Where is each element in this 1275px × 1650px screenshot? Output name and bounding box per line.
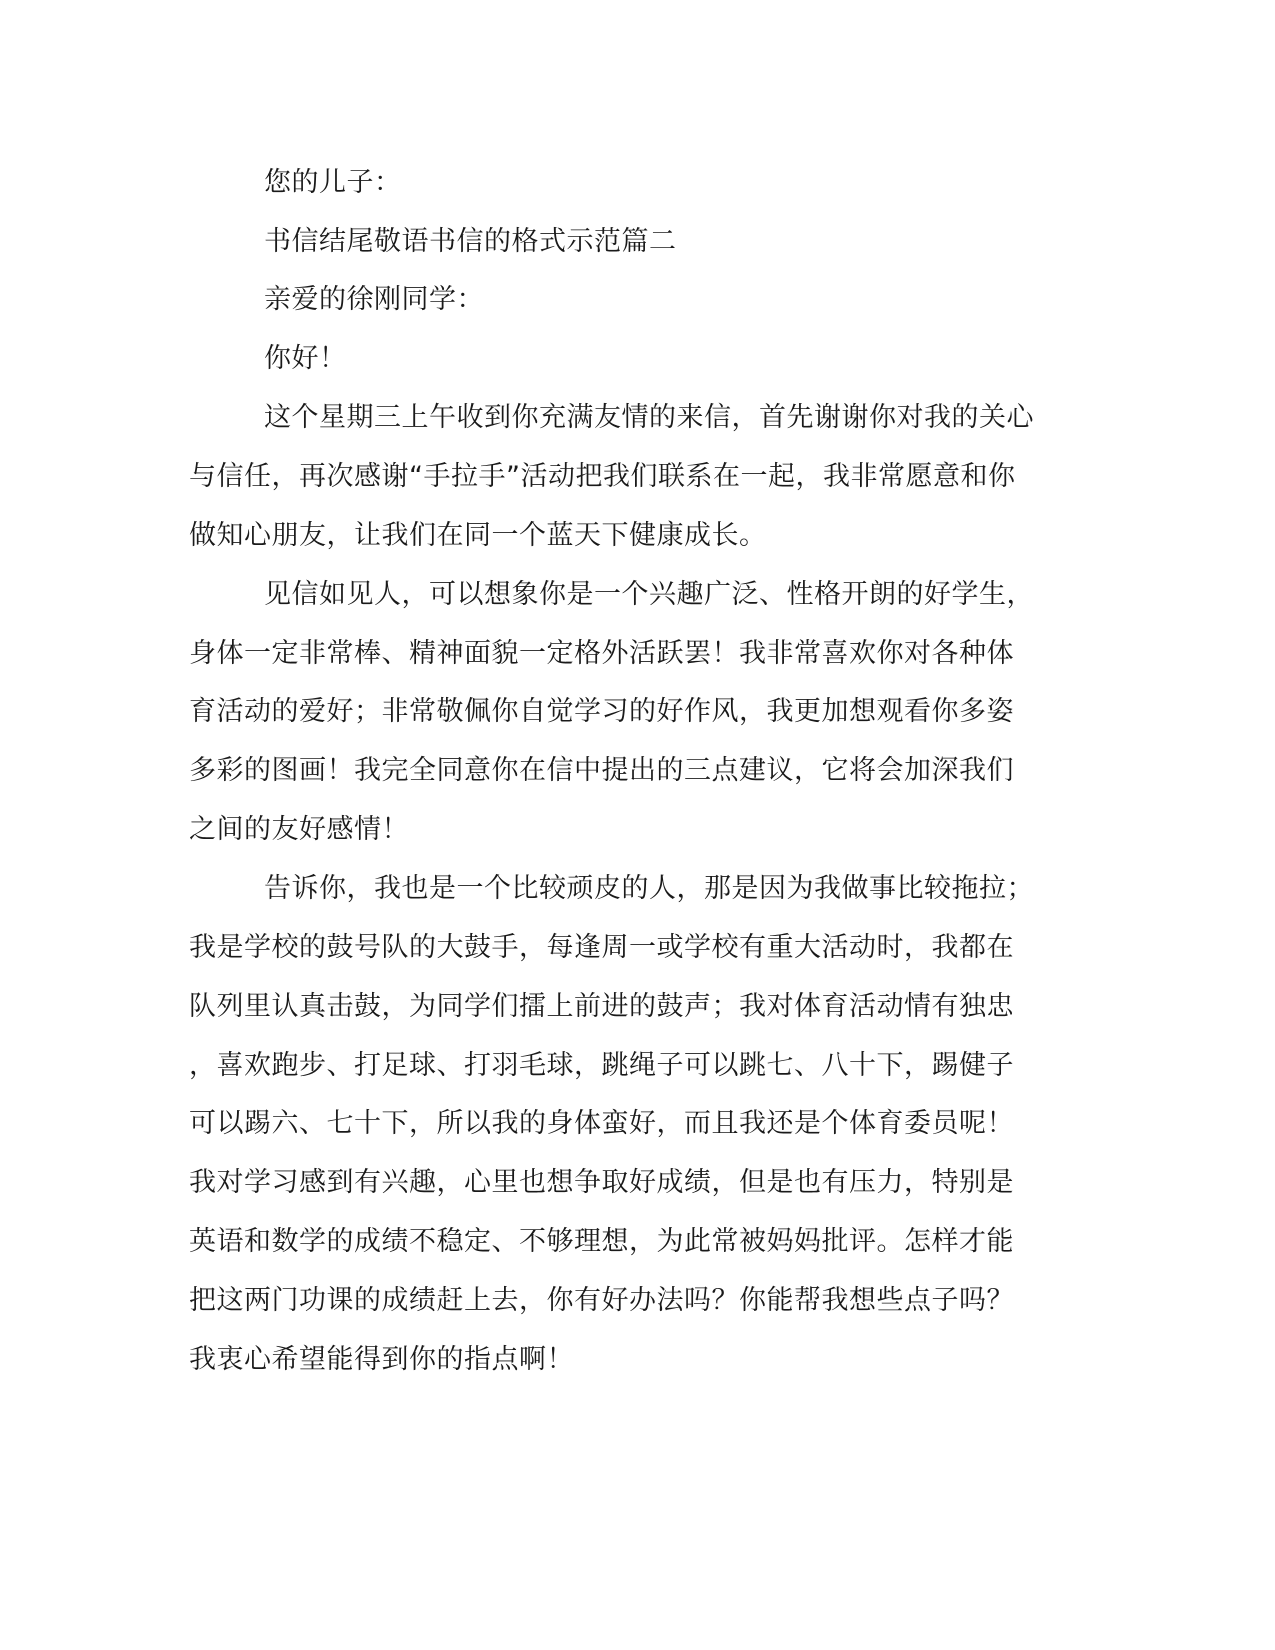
paragraph-3-line-9: 我衷心希望能得到你的指点啊！ bbox=[189, 1344, 574, 1375]
paragraph-2-line-4: 多彩的图画！我完全同意你在信中提出的三点建议，它将会加深我们 bbox=[189, 755, 1014, 786]
paragraph-1-line-3: 做知心朋友，让我们在同一个蓝天下健康成长。 bbox=[189, 520, 767, 551]
paragraph-2-line-3: 育活动的爱好；非常敬佩你自觉学习的好作风，我更加想观看你多姿 bbox=[189, 696, 1014, 727]
paragraph-3-line-5: 可以踢六、七十下，所以我的身体蛮好，而且我还是个体育委员呢！ bbox=[189, 1108, 1014, 1139]
paragraph-3-line-8: 把这两门功课的成绩赶上去，你有好办法吗？你能帮我想些点子吗？ bbox=[189, 1285, 1014, 1316]
paragraph-2-line-1: 见信如见人，可以想象你是一个兴趣广泛、性格开朗的好学生， bbox=[264, 579, 1034, 610]
paragraph-3-line-7: 英语和数学的成绩不稳定、不够理想，为此常被妈妈批评。怎样才能 bbox=[189, 1226, 1014, 1257]
signature-line: 您的儿子： bbox=[264, 167, 402, 198]
section-heading: 书信结尾敬语书信的格式示范篇二 bbox=[264, 226, 677, 257]
paragraph-3-line-2: 我是学校的鼓号队的大鼓手，每逢周一或学校有重大活动时，我都在 bbox=[189, 932, 1014, 963]
paragraph-2-line-5: 之间的友好感情！ bbox=[189, 814, 409, 845]
paragraph-3-line-1: 告诉你，我也是一个比较顽皮的人，那是因为我做事比较拖拉； bbox=[264, 873, 1034, 904]
paragraph-3-line-4: ，喜欢跑步、打足球、打羽毛球，跳绳子可以跳七、八十下，踢健子 bbox=[189, 1050, 1014, 1081]
paragraph-3-line-6: 我对学习感到有兴趣，心里也想争取好成绩，但是也有压力，特别是 bbox=[189, 1167, 1014, 1198]
paragraph-1-line-2: 与信任，再次感谢“手拉手”活动把我们联系在一起，我非常愿意和你 bbox=[189, 461, 1016, 492]
paragraph-2-line-2: 身体一定非常棒、精神面貌一定格外活跃罢！我非常喜欢你对各种体 bbox=[189, 638, 1014, 669]
salutation: 亲爱的徐刚同学： bbox=[264, 284, 484, 315]
greeting: 你好！ bbox=[264, 343, 347, 374]
paragraph-1-line-1: 这个星期三上午收到你充满友情的来信，首先谢谢你对我的关心 bbox=[264, 402, 1034, 433]
paragraph-3-line-3: 队列里认真击鼓，为同学们擂上前进的鼓声；我对体育活动情有独忠 bbox=[189, 991, 1014, 1022]
